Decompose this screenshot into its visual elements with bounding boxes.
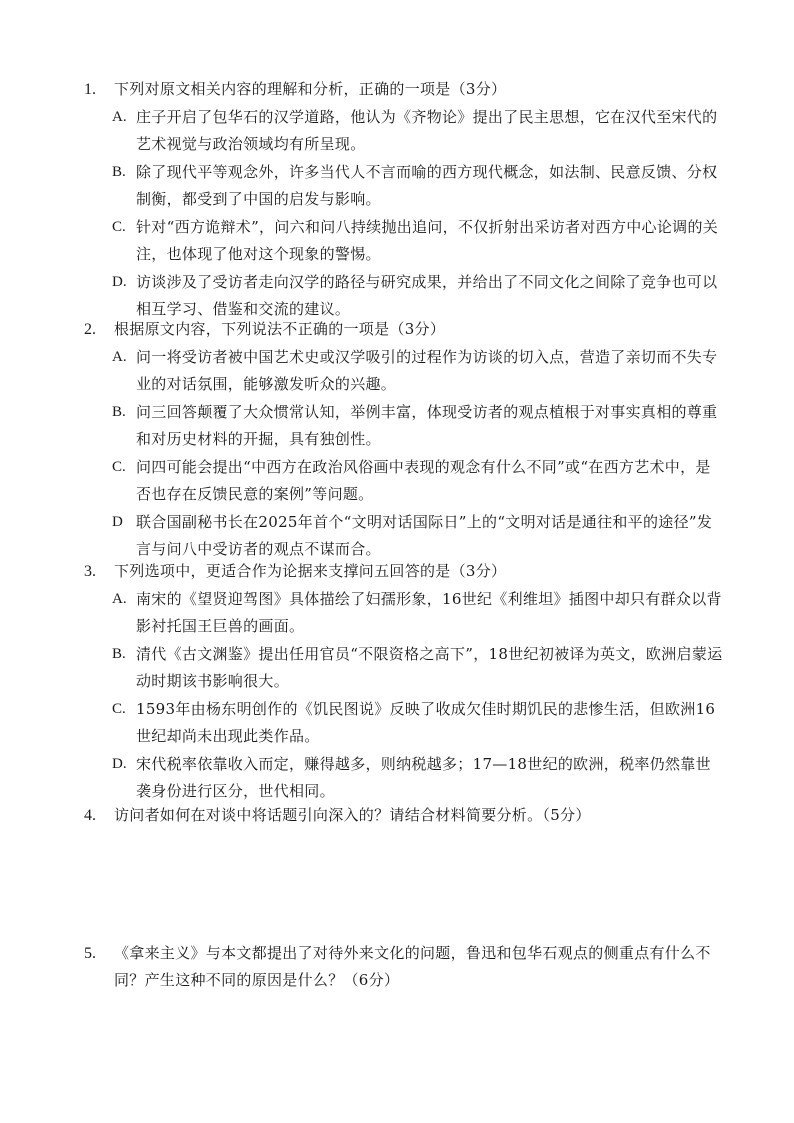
- question-4: [84, 802, 724, 829]
- question-stem: 访问者如何在对谈中将话题引向深入的？请结合材料简要分析。（5分）: [114, 806, 591, 824]
- option-text: 针对“西方诡辩术”，问六和问八持续抛出追问，不仅折射出采访者对西方中心论调的关注，也体现了他对这个现象的警惕。: [136, 218, 719, 263]
- option-key: A.: [112, 591, 127, 607]
- question-number: 3.: [84, 563, 96, 580]
- question-1: [84, 76, 724, 323]
- option-b: [112, 399, 724, 453]
- option-text: 问四可能会提出“中西方在政治风俗画中表现的观念有什么不同”或“在西方艺术中，是否也存在反馈民意的案例”等问题。: [136, 458, 711, 503]
- question-stem: 下列选项中，更适合作为论据来支撑问五回答的是（3分）: [114, 562, 507, 580]
- option-text: 访谈涉及了受访者走向汉学的路径与研究成果，并给出了不同文化之间除了竞争也可以相互学习、借鉴和交流的建议。: [136, 273, 718, 318]
- options-list: [112, 586, 724, 805]
- option-text: 庄子开启了包华石的汉学道路，他认为《齐物论》提出了民主思想，它在汉代至宋代的艺术视觉与政治领域均有所呈现。: [136, 108, 718, 153]
- question-stem: 《拿来主义》与本文都提出了对待外来文化的问题，鲁迅和包华石观点的侧重点有什么不同？产生这种不同的原因是什么？（6分）: [114, 944, 711, 989]
- option-b: [112, 159, 724, 213]
- question-number: 1.: [84, 81, 96, 98]
- option-a: [112, 104, 724, 158]
- option-a: [112, 586, 724, 640]
- question-3: [84, 558, 724, 805]
- question-5: [84, 940, 724, 994]
- option-key: C.: [112, 701, 126, 717]
- options-list: [112, 104, 724, 323]
- question-2: [84, 316, 724, 563]
- option-b: [112, 641, 724, 695]
- option-key: D.: [112, 274, 127, 290]
- option-text: 南宋的《望贤迎驾图》具体描绘了妇孺形象，16世纪《利维坦》插图中却只有群众以背影衬托国王巨兽的画面。: [136, 590, 722, 635]
- option-key: D.: [112, 756, 127, 772]
- option-key: B.: [112, 646, 126, 662]
- option-text: 1593年由杨东明创作的《饥民图说》反映了收成欠佳时期饥民的悲惨生活，但欧洲16世纪却尚未出现此类作品。: [136, 700, 716, 745]
- option-key: D: [112, 514, 123, 530]
- option-key: A.: [112, 109, 127, 125]
- option-text: 除了现代平等观念外，许多当代人不言而喻的西方现代概念，如法制、民意反馈、分权制衡，都受到了中国的启发与影响。: [136, 163, 718, 208]
- option-d: [112, 269, 724, 323]
- question-stem: 下列对原文相关内容的理解和分析，正确的一项是（3分）: [114, 80, 507, 98]
- option-text: 清代《古文渊鉴》提出任用官员“不限资格之高下”，18世纪初被译为英文，欧洲启蒙运动时期该书影响很大。: [136, 645, 723, 690]
- question-number: 4.: [84, 807, 96, 824]
- option-text: 问一将受访者被中国艺术史或汉学吸引的过程作为访谈的切入点，营造了亲切而不失专业的对话氛围，能够激发听众的兴趣。: [136, 348, 718, 393]
- option-c: [112, 214, 724, 268]
- option-key: A.: [112, 349, 127, 365]
- option-a: [112, 344, 724, 398]
- option-d: [112, 751, 724, 805]
- option-text: 联合国副秘书长在2025年首个“文明对话国际日”上的“文明对话是通往和平的途径”发言与问八中受访者的观点不谋而合。: [136, 513, 713, 558]
- question-stem: 根据原文内容，下列说法不正确的一项是（3分）: [114, 320, 446, 338]
- question-number: 5.: [84, 945, 96, 962]
- option-text: 问三回答颠覆了大众惯常认知，举例丰富，体现受访者的观点植根于对事实真相的尊重和对历史材料的开掘，具有独创性。: [136, 403, 718, 448]
- option-text: 宋代税率依靠收入而定，赚得越多，则纳税越多；17—18世纪的欧洲，税率仍然靠世袭身份进行区分，世代相同。: [136, 755, 711, 800]
- option-key: B.: [112, 404, 126, 420]
- option-c: [112, 454, 724, 508]
- option-key: B.: [112, 164, 126, 180]
- option-c: [112, 696, 724, 750]
- option-d: [112, 509, 724, 563]
- option-key: C.: [112, 219, 126, 235]
- question-number: 2.: [84, 321, 96, 338]
- option-key: C.: [112, 459, 126, 475]
- options-list: [112, 344, 724, 563]
